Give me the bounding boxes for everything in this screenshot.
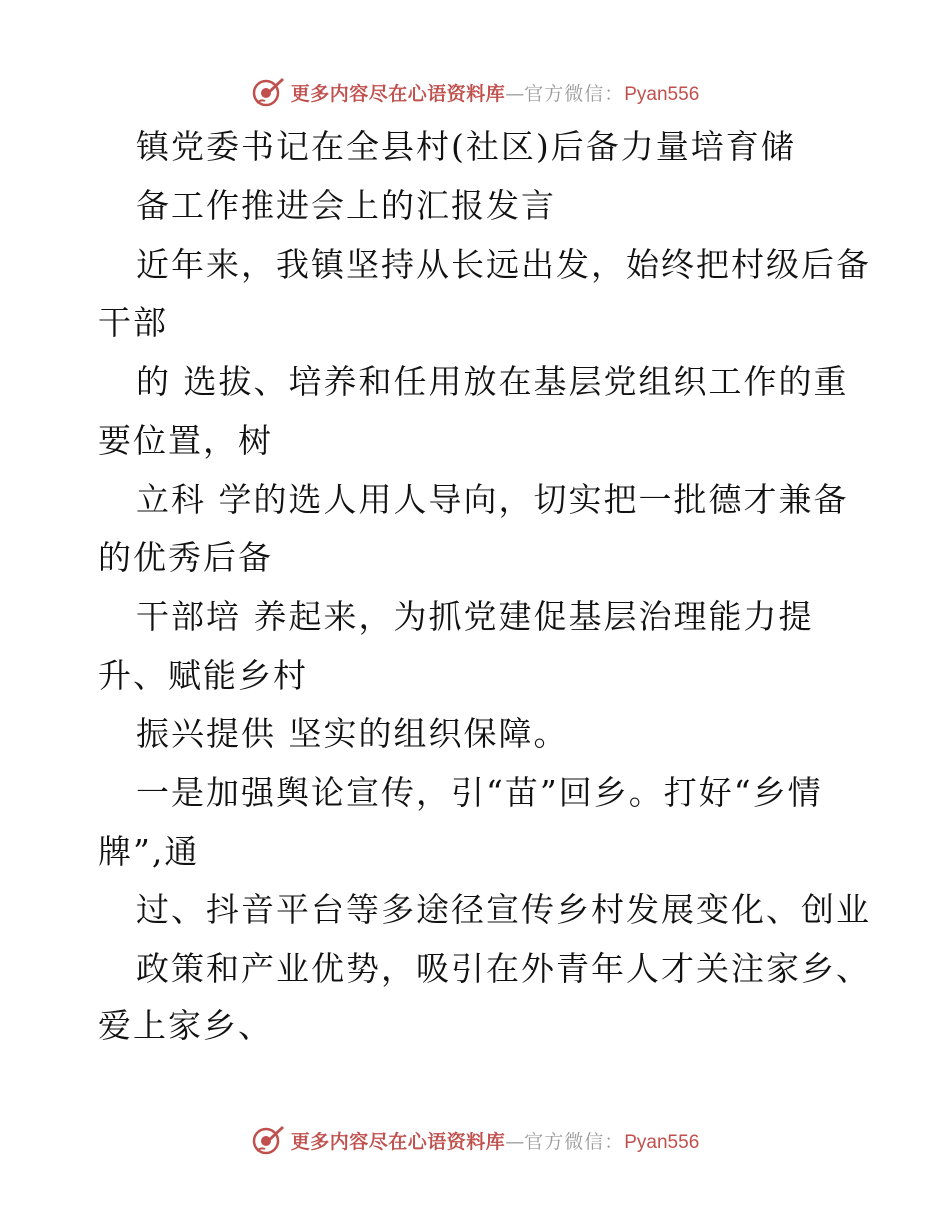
paragraph-line: 政策和产业优势，吸引在外青年人才关注家乡、	[136, 949, 871, 988]
paragraph-line: 过、抖音平台等多途径宣传乡村发展变化、创业	[136, 890, 871, 929]
watermark-main-text: 更多内容尽在心语资料库	[290, 1130, 506, 1153]
paragraph-line: 立科 学的选人用人导向，切实把一批德才兼备	[136, 480, 849, 519]
watermark-separator: —	[505, 1130, 525, 1153]
paragraph-line: 要位置，树	[98, 421, 273, 460]
paragraph-line: 牌”,通	[98, 832, 200, 871]
paragraph-line: 振兴提供 坚实的组织保障。	[136, 714, 569, 753]
watermark-text	[291, 1127, 700, 1154]
watermark-main-text: 更多内容尽在心语资料库	[290, 82, 506, 105]
watermark-separator: —	[505, 82, 525, 105]
paragraph-line: 干部	[98, 303, 168, 342]
document-title-line: 备工作推进会上的汇报发言	[136, 186, 556, 225]
watermark-contact-label: 官方微信：	[524, 1130, 625, 1153]
watermark-contact-id: Pyan556	[624, 83, 700, 105]
paragraph-line: 干部培 养起来，为抓党建促基层治理能力提	[136, 597, 814, 636]
footer-watermark	[0, 1120, 950, 1160]
paragraph-line: 的 选拔、培养和任用放在基层党组织工作的重	[136, 362, 849, 401]
paragraph-line: 近年来，我镇坚持从长远出发，始终把村级后备	[136, 245, 871, 284]
watermark-contact-id: Pyan556	[624, 1131, 700, 1153]
document-title-line: 镇党委书记在全县村(社区)后备力量培育储	[136, 127, 796, 166]
paragraph-line: 的优秀后备	[98, 538, 273, 577]
watermark-contact-label: 官方微信：	[524, 82, 625, 105]
pen-logo-icon	[251, 1123, 285, 1157]
paragraph-line: 爱上家乡、	[98, 1006, 273, 1045]
paragraph-line: 一是加强舆论宣传，引“苗”回乡。打好“乡情	[136, 773, 823, 812]
paragraph-line: 升、赋能乡村	[98, 656, 308, 695]
